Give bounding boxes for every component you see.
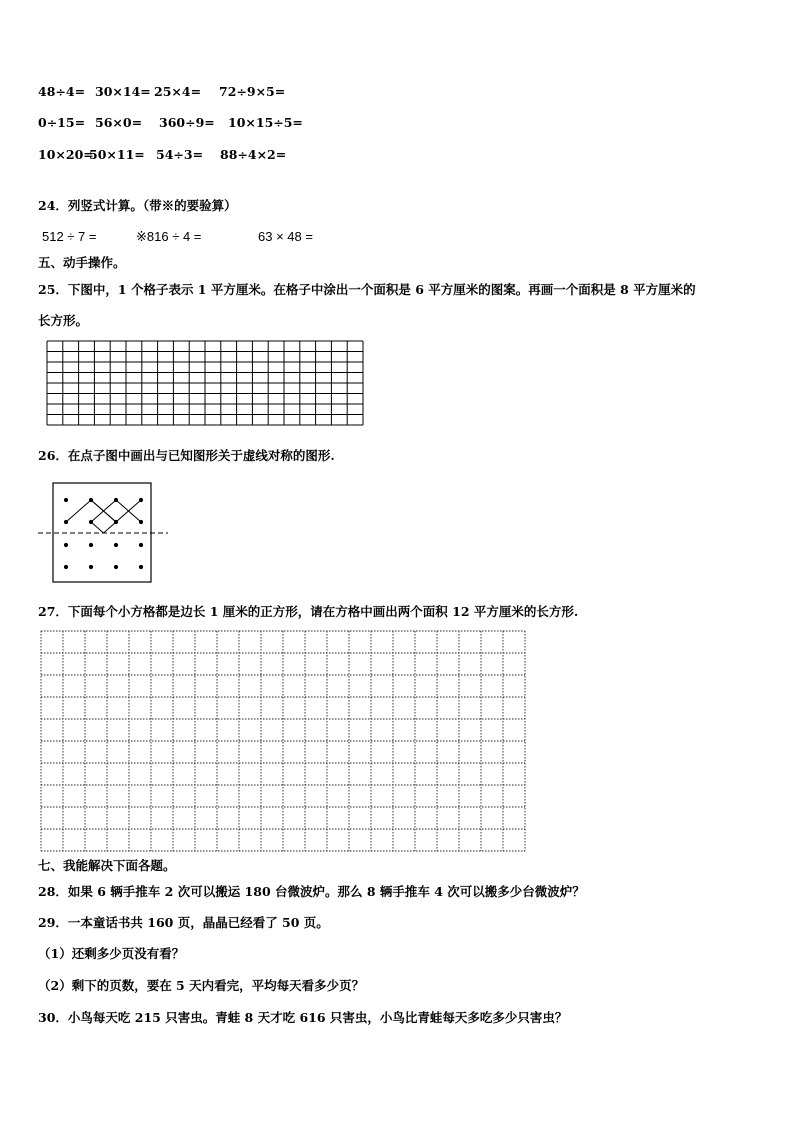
q25-line2: 长方形。: [38, 313, 89, 328]
q24-item: 512 ÷ 7 =: [42, 229, 97, 244]
q28-text: 28．如果 6 辆手推车 2 次可以搬运 180 台微波炉。那么 8 辆手推车 4 次可以搬多少台微波炉？: [38, 884, 585, 899]
q25-line1: 25．下图中，1 个格子表示 1 平方厘米。在格子中涂出一个面积是 6 平方厘米的图案。再画一个面积是 8 平方厘米的: [38, 282, 696, 297]
oral-calc-item: 360÷9=: [159, 115, 215, 130]
oral-calc-item: 56×0=: [95, 115, 143, 130]
oral-calc-item: 10×15÷5=: [228, 115, 303, 130]
oral-calc-item: 30×14=: [95, 84, 151, 99]
q27-title: 27．下面每个小方格都是边长 1 厘米的正方形，请在方格中画出两个面积 12 平方厘米的长方形.: [38, 604, 579, 619]
q24-item: ※816 ÷ 4 =: [136, 229, 202, 244]
oral-calc-item: 0÷15=: [38, 115, 86, 130]
section7-title: 七、我能解决下面各题。: [38, 858, 176, 873]
oral-calc-item: 10×20=: [38, 147, 94, 162]
q29-sub2: （2）剩下的页数，要在 5 天内看完，平均每天看多少页？: [38, 978, 365, 993]
q26-title: 26．在点子图中画出与已知图形关于虚线对称的图形.: [38, 448, 335, 463]
q29-sub1: （1）还剩多少页没有看？: [38, 946, 185, 961]
oral-calc-item: 25×4=: [154, 84, 202, 99]
oral-calc-item: 72÷9×5=: [219, 84, 286, 99]
q29-text: 29．一本童话书共 160 页，晶晶已经看了 50 页。: [38, 915, 329, 930]
oral-calc-item: 50×11=: [89, 147, 145, 162]
q30-text: 30．小鸟每天吃 215 只害虫。青蛙 8 天才吃 616 只害虫，小鸟比青蛙每天多吃多少只害虫？: [38, 1010, 568, 1025]
q24-item: 63 × 48 =: [258, 229, 313, 244]
section5-title: 五、动手操作。: [38, 255, 126, 270]
oral-calc-item: 54÷3=: [156, 147, 204, 162]
oral-calc-item: 88÷4×2=: [220, 147, 287, 162]
q24-title: 24．列竖式计算。（带※的要验算）: [38, 198, 237, 213]
oral-calc-item: 48÷4=: [38, 84, 86, 99]
